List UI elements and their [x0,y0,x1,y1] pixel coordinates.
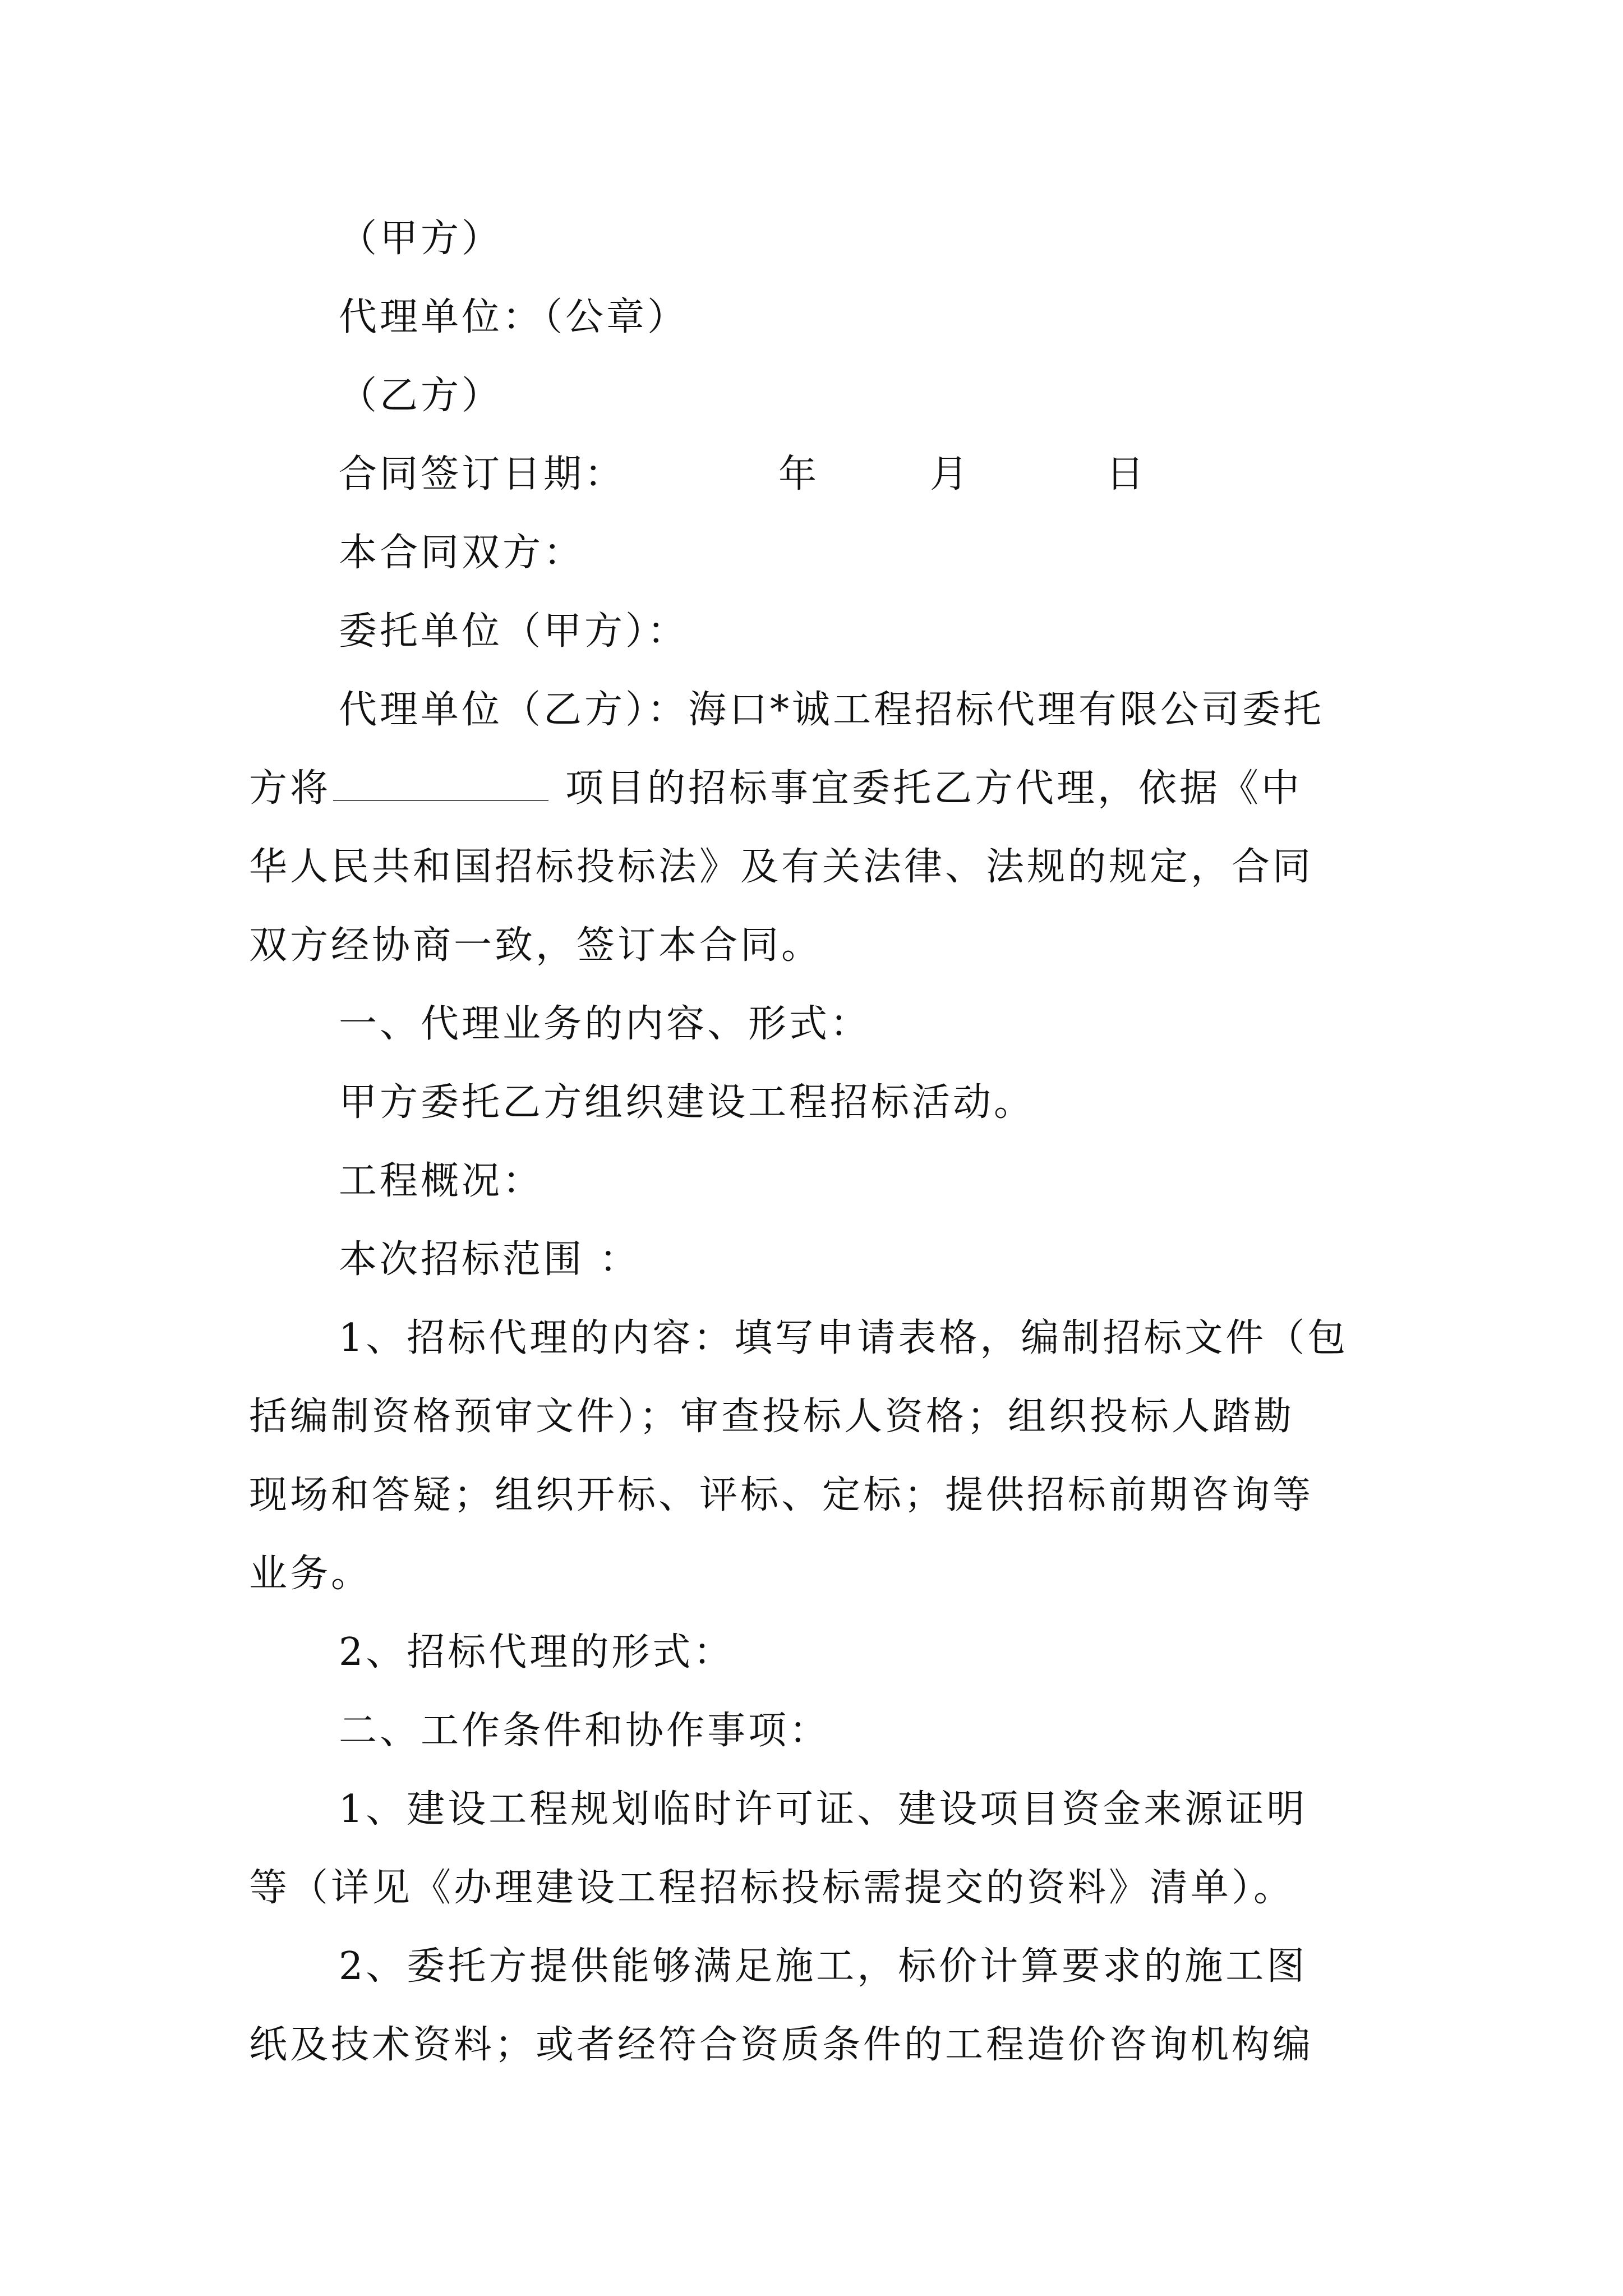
project-overview-label: 工程概况： [339,1159,544,1203]
client-label: 委托单位（甲方）： [339,609,689,654]
section-2-item-2-line: 2、委托方提供能够满足施工，标价计算要求的施工图 [339,1944,1308,1989]
intro-line-project [249,766,1302,811]
signing-date-line [339,452,1292,497]
agency-content-line: 业务。 [249,1552,372,1596]
section-1-text: 甲方委托乙方组织建设工程招标活动。 [339,1080,1035,1125]
agency-content-line: 括编制资格预审文件）；审查投标人资格；组织投标人踏勘 [249,1395,1295,1439]
agency-content-line: 现场和答疑；组织开标、评标、定标；提供招标前期咨询等 [249,1473,1314,1517]
agency-form-item: 2、招标代理的形式： [339,1630,735,1674]
section-2-item-1-line: 等（详见《办理建设工程招标投标需提交的资料》清单）。 [249,1866,1295,1910]
section-2-item-1-line: 1、建设工程规划临时许可证、建设项目资金来源证明 [339,1787,1308,1832]
signing-date-label: 合同签订日期： [339,452,626,496]
intro-line: 代理单位（乙方）：海口*诚工程招标代理有限公司委托 [339,688,1325,732]
tender-scope-label: 本次招标范围 ： [339,1237,640,1282]
party-a-label: （甲方） [339,217,503,261]
parties-heading: 本合同双方： [339,531,585,575]
agency-content-line: 1、招标代理的内容：填写申请表格，编制招标文件（包 [339,1316,1349,1360]
intro-line: 双方经协商一致，签订本合同。 [249,923,823,968]
agent-seal-label: 代理单位：（公章） [339,295,689,339]
intro-line-project-end: 项目的招标事宜委托乙方代理，依据《中 [565,766,1303,811]
signing-date-day: 日 [1106,452,1147,496]
section-2-heading: 二、工作条件和协作事项： [339,1709,831,1753]
project-name-blank [333,766,548,801]
section-1-heading: 一、代理业务的内容、形式： [339,1002,872,1046]
party-b-label: （乙方） [339,374,503,418]
intro-line: 华人民共和国招标投标法》及有关法律、法规的规定，合同 [249,845,1314,889]
intro-line-project-start: 方将 [249,766,331,811]
signing-date-year: 年 [778,452,820,496]
signing-date-month: 月 [930,452,971,496]
section-2-item-2-line: 纸及技术资料；或者经符合资质条件的工程造价咨询机构编 [249,2023,1314,2067]
